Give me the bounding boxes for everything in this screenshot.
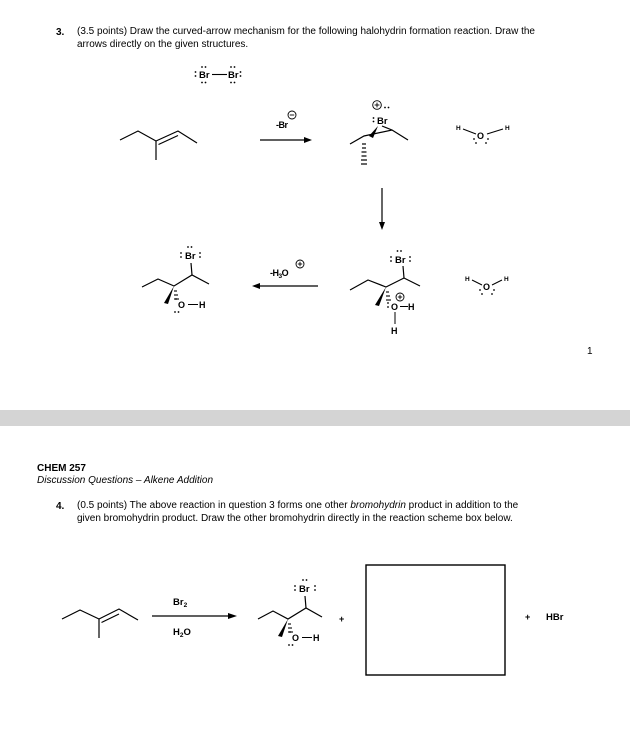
answer-drawing-box[interactable]: [366, 565, 505, 675]
question-3-line-1: (3.5 points) Draw the curved-arrow mechanism for the following halohydrin formation reaction. Draw the: [77, 26, 535, 37]
water2-h-left: H: [465, 276, 470, 283]
byproduct-hbr: HBr: [546, 612, 564, 623]
page-separator: [0, 410, 630, 426]
bromine-molecule: [195, 66, 242, 83]
page-number: 1: [587, 346, 593, 357]
bromohydrin-product: [142, 246, 209, 313]
oxonium-intermediate: [350, 250, 420, 336]
bromide-minus-charge: [288, 111, 296, 119]
minus-h3o-label: $-H_3O$: [270, 268, 289, 280]
water1-h-right: H: [505, 125, 510, 132]
bromonium-plus-charge: [373, 101, 382, 110]
reaction-arrow-left: [252, 283, 318, 289]
water2-oxygen: O: [483, 282, 491, 292]
alkene-structure: [120, 131, 197, 160]
water2-h-right: H: [504, 276, 509, 283]
question-3-line-2: arrows directly on the given structures.: [77, 38, 249, 50]
plus-sign-2: +: [525, 612, 531, 622]
reagent-h2o: $H_2O$: [173, 627, 191, 639]
oxonium-h-right: H: [408, 302, 415, 312]
q4-alkene-structure: [62, 609, 138, 638]
water-molecule-1: [456, 125, 510, 144]
q4-product-br-label: Br: [299, 584, 310, 595]
oxonium-h-bottom: H: [391, 326, 398, 336]
br-right-atom: Br: [228, 70, 239, 81]
course-header: CHEM 257: [37, 463, 86, 474]
water1-oxygen: O: [477, 131, 485, 141]
course-subtitle: Discussion Questions – Alkene Addition: [37, 475, 214, 486]
oxonium-br-label: Br: [395, 255, 406, 266]
water1-h-left: H: [456, 125, 461, 132]
product-h: H: [199, 300, 206, 310]
question-3-number: 3.: [56, 27, 65, 38]
water-molecule-2: [465, 276, 509, 295]
minus-bromide-label: -Br: [276, 120, 288, 130]
product-br-label: Br: [185, 251, 196, 262]
hydronium-plus-charge: [296, 260, 304, 268]
bromonium-ion: [350, 101, 408, 164]
question-4-number: 4.: [56, 501, 65, 512]
oxonium-oxygen: O: [391, 302, 399, 312]
question-4-line-2: given bromohydrin product. Draw the other bromohydrin directly in the reaction scheme box below.: [77, 512, 513, 524]
bromohydrin-answer-scheme: [0, 426, 630, 734]
br-left-atom: Br: [199, 70, 210, 81]
page-2: [0, 426, 630, 734]
q4-product-h: H: [313, 633, 320, 643]
reaction-arrow-1: [260, 137, 312, 143]
plus-sign-1: +: [339, 614, 345, 624]
reaction-arrow-down: [379, 188, 385, 230]
bromonium-br-label: Br: [377, 116, 388, 127]
question-4-line-1: (0.5 points) The above reaction in question 3 forms one other bromohydrin product in addition to the: [77, 500, 519, 511]
reagent-br2: $Br_2$: [173, 597, 188, 609]
product-oxygen: O: [178, 300, 186, 310]
reaction-arrow-q4: [152, 613, 237, 619]
q4-bromohydrin-product: [258, 579, 322, 646]
q4-product-oxygen: O: [292, 633, 300, 643]
oxonium-plus-charge: [396, 293, 404, 301]
